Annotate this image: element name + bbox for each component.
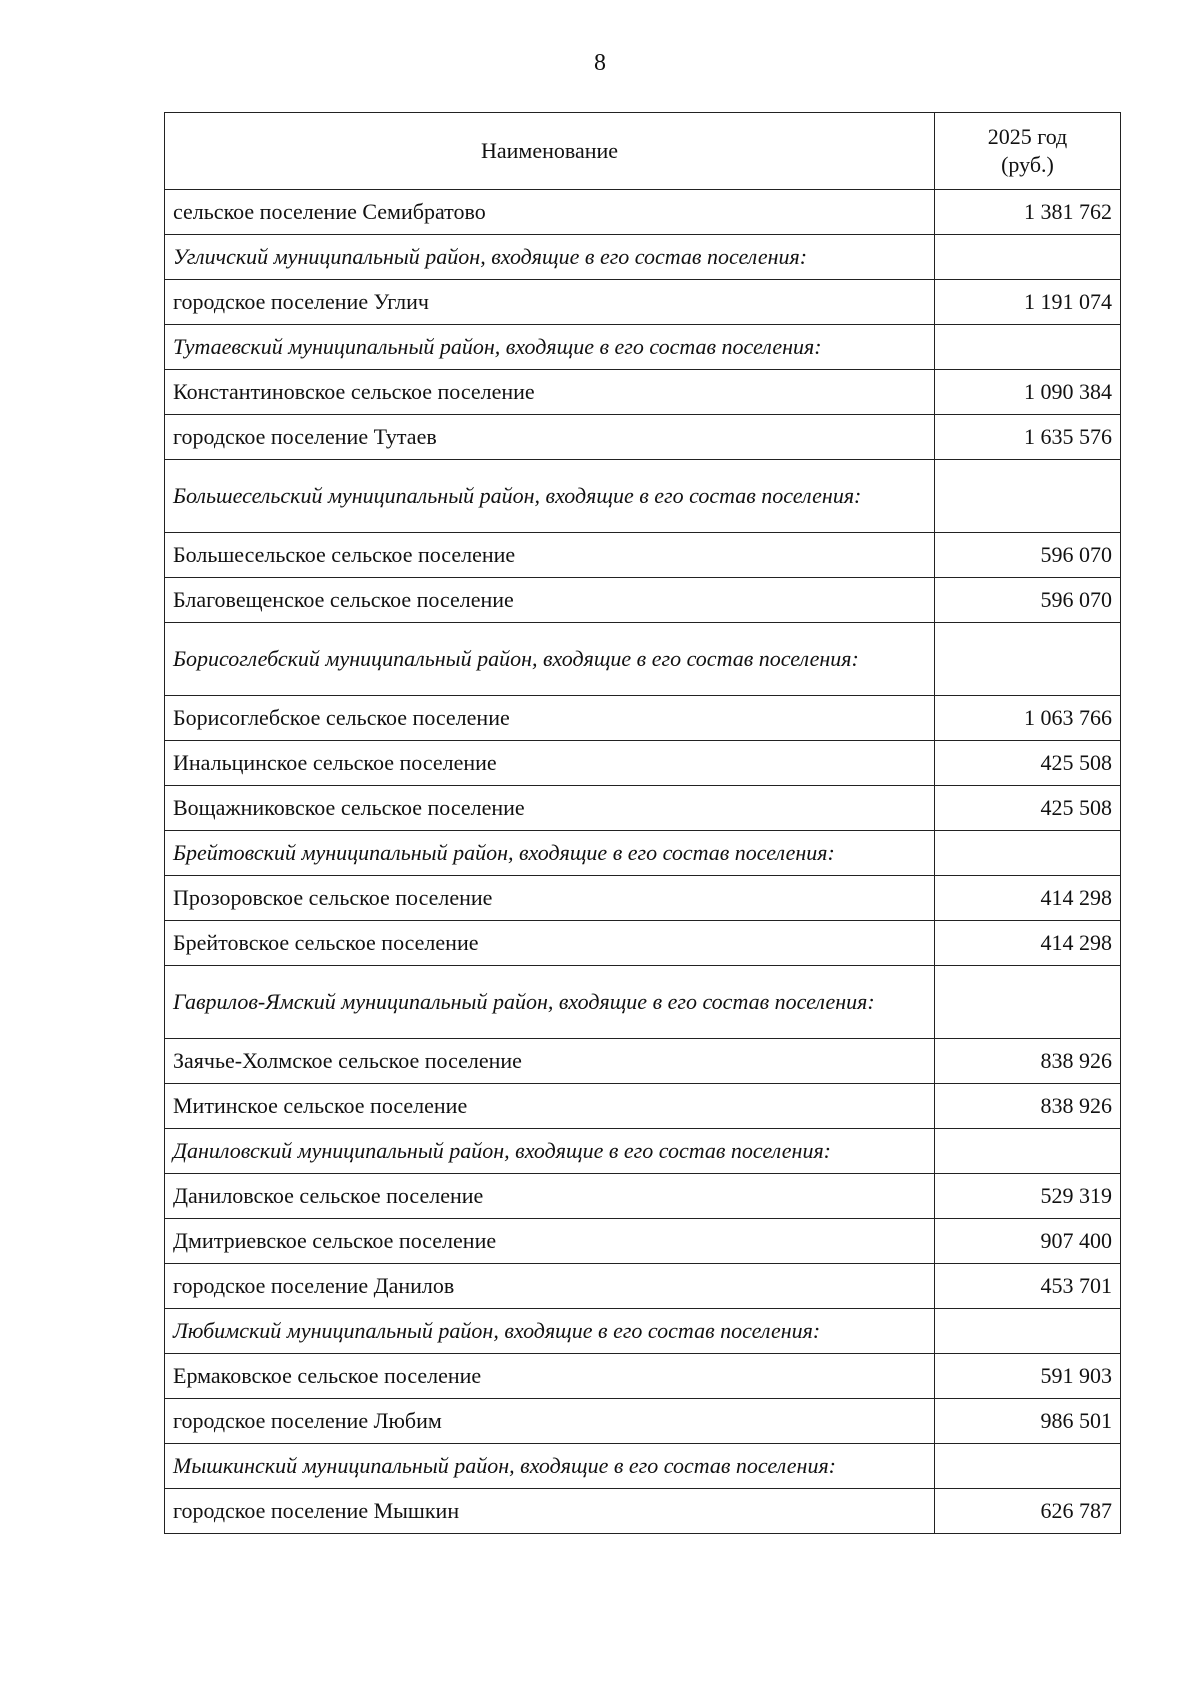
settlement-name-cell: Константиновское сельское поселение [165,370,935,415]
amount-cell: 596 070 [935,533,1121,578]
header-name: Наименование [165,113,935,190]
settlement-name-cell: городское поселение Тутаев [165,415,935,460]
amount-cell: 591 903 [935,1354,1121,1399]
amount-cell: 1 090 384 [935,370,1121,415]
table-row [165,1354,1121,1399]
amount-cell [935,1309,1121,1354]
table-row [165,280,1121,325]
amount-cell: 425 508 [935,786,1121,831]
table-row [165,1084,1121,1129]
table-row [165,578,1121,623]
amount-cell: 425 508 [935,741,1121,786]
district-group-row [165,623,1121,696]
district-name-cell: Борисоглебский муниципальный район, входящие в его состав поселения: [165,623,935,696]
amount-cell [935,831,1121,876]
settlement-name-cell: сельское поселение Семибратово [165,190,935,235]
district-group-row [165,831,1121,876]
settlement-name-cell: городское поселение Данилов [165,1264,935,1309]
district-name-cell: Брейтовский муниципальный район, входящие в его состав поселения: [165,831,935,876]
table-row [165,1264,1121,1309]
settlement-name-cell: Борисоглебское сельское поселение [165,696,935,741]
settlement-name-cell: Даниловское сельское поселение [165,1174,935,1219]
amount-cell: 414 298 [935,876,1121,921]
amount-cell: 1 063 766 [935,696,1121,741]
district-group-row [165,235,1121,280]
amount-cell [935,1129,1121,1174]
district-group-row [165,1444,1121,1489]
settlement-name-cell: городское поселение Углич [165,280,935,325]
settlement-name-cell: Митинское сельское поселение [165,1084,935,1129]
table-row [165,1219,1121,1264]
district-name-cell: Тутаевский муниципальный район, входящие в его состав поселения: [165,325,935,370]
table-row [165,696,1121,741]
table-row [165,921,1121,966]
header-value [935,113,1121,190]
amount-cell: 838 926 [935,1084,1121,1129]
budget-table [164,112,1121,1534]
amount-cell [935,325,1121,370]
district-name-cell: Большесельский муниципальный район, входящие в его состав поселения: [165,460,935,533]
amount-cell: 907 400 [935,1219,1121,1264]
district-name-cell: Угличский муниципальный район, входящие в его состав поселения: [165,235,935,280]
district-name-cell: Гаврилов-Ямский муниципальный район, входящие в его состав поселения: [165,966,935,1039]
district-group-row [165,1309,1121,1354]
district-name-cell: Мышкинский муниципальный район, входящие в его состав поселения: [165,1444,935,1489]
settlement-name-cell: Благовещенское сельское поселение [165,578,935,623]
table-header-row [165,113,1121,190]
table-row [165,1399,1121,1444]
table-row [165,1039,1121,1084]
district-group-row [165,966,1121,1039]
table-row [165,876,1121,921]
amount-cell: 1 191 074 [935,280,1121,325]
settlement-name-cell: Вощажниковское сельское поселение [165,786,935,831]
amount-cell: 986 501 [935,1399,1121,1444]
header-value-unit: (руб.) [1001,152,1054,177]
amount-cell: 596 070 [935,578,1121,623]
settlement-name-cell: городское поселение Любим [165,1399,935,1444]
settlement-name-cell: городское поселение Мышкин [165,1489,935,1534]
district-group-row [165,460,1121,533]
district-group-row [165,1129,1121,1174]
amount-cell: 529 319 [935,1174,1121,1219]
district-name-cell: Даниловский муниципальный район, входящие в его состав поселения: [165,1129,935,1174]
settlement-name-cell: Инальцинское сельское поселение [165,741,935,786]
settlement-name-cell: Брейтовское сельское поселение [165,921,935,966]
header-value-year: 2025 год [987,124,1068,149]
table-row [165,415,1121,460]
settlement-name-cell: Дмитриевское сельское поселение [165,1219,935,1264]
settlement-name-cell: Большесельское сельское поселение [165,533,935,578]
district-group-row [165,325,1121,370]
amount-cell: 626 787 [935,1489,1121,1534]
page-number: 8 [594,50,606,76]
amount-cell: 838 926 [935,1039,1121,1084]
amount-cell: 453 701 [935,1264,1121,1309]
table-row [165,533,1121,578]
amount-cell: 414 298 [935,921,1121,966]
settlement-name-cell: Прозоровское сельское поселение [165,876,935,921]
table-row [165,741,1121,786]
district-name-cell: Любимский муниципальный район, входящие в его состав поселения: [165,1309,935,1354]
amount-cell [935,966,1121,1039]
table-row [165,1174,1121,1219]
settlement-name-cell: Ермаковское сельское поселение [165,1354,935,1399]
table-row [165,190,1121,235]
table-row [165,786,1121,831]
settlement-name-cell: Заячье-Холмское сельское поселение [165,1039,935,1084]
table-row [165,370,1121,415]
amount-cell [935,1444,1121,1489]
amount-cell: 1 381 762 [935,190,1121,235]
amount-cell [935,235,1121,280]
amount-cell [935,623,1121,696]
amount-cell [935,460,1121,533]
table-row [165,1489,1121,1534]
amount-cell: 1 635 576 [935,415,1121,460]
